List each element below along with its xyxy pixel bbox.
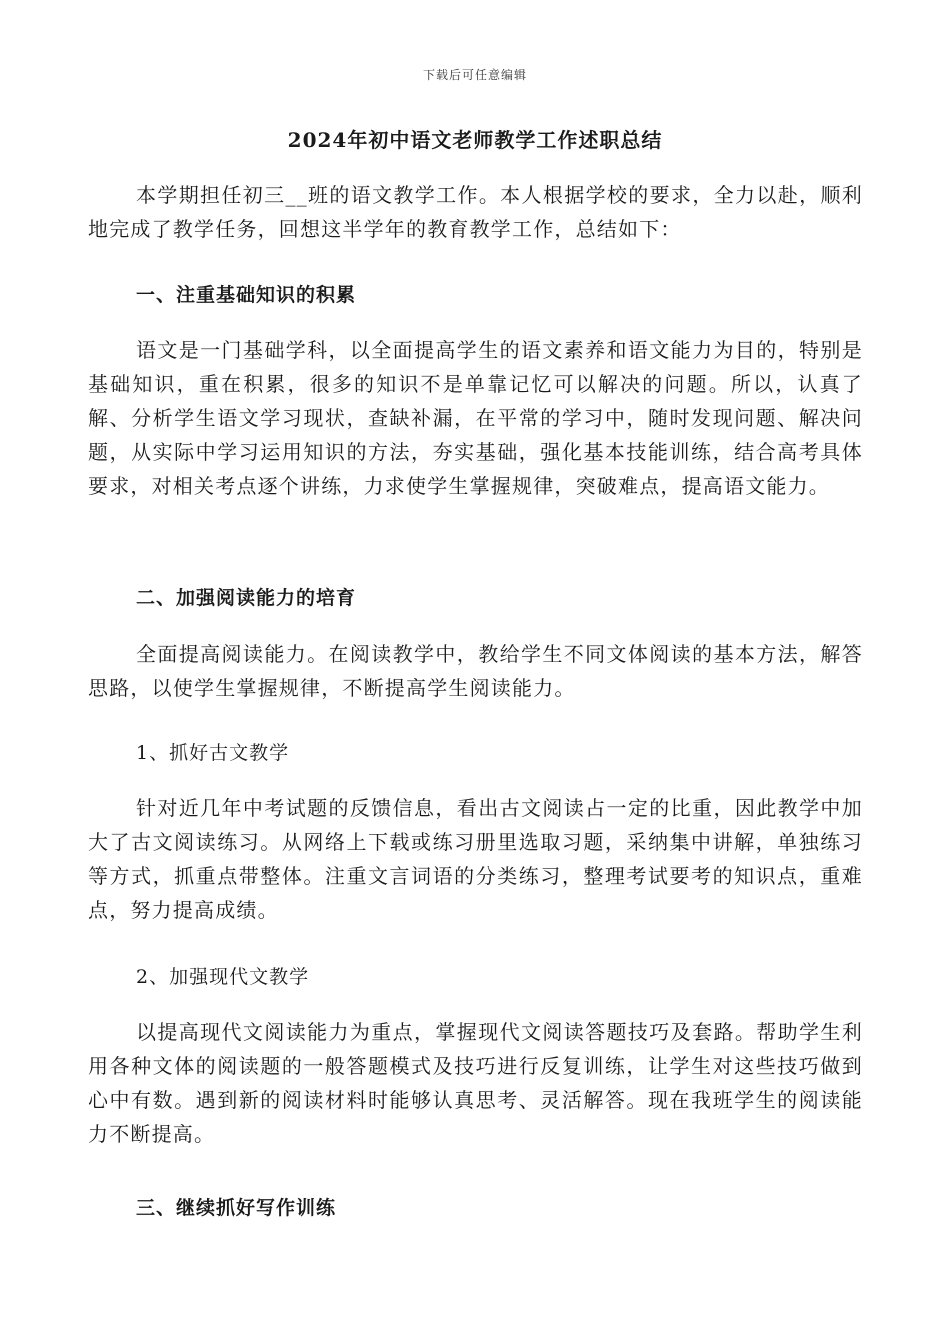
intro-paragraph: 本学期担任初三__班的语文教学工作。本人根据学校的要求，全力以赴，顺利地完成了教学任务，回想这半学年的教育教学工作，总结如下： <box>88 183 863 241</box>
subsection2-paragraph: 以提高现代文阅读能力为重点，掌握现代文阅读答题技巧及套路。帮助学生利用各种文体的阅读题的一般答题模式及技巧进行反复训练，让学生对这些技巧做到心中有数。遇到新的阅读材料时能够认真思考、灵活解答。现在我班学生的阅读能力不断提高。 <box>88 1020 863 1146</box>
section1-heading: 一、注重基础知识的积累 <box>136 284 357 306</box>
section2-heading: 二、加强阅读能力的培育 <box>136 587 357 609</box>
document-title: 2024年初中语文老师教学工作述职总结 <box>287 128 663 152</box>
header-note: 下载后可任意编辑 <box>422 68 527 82</box>
section2-paragraph: 全面提高阅读能力。在阅读教学中，教给学生不同文体阅读的基本方法，解答思路，以使学生掌握规律，不断提高学生阅读能力。 <box>88 642 863 700</box>
subsection1-heading: 1、抓好古文教学 <box>136 742 290 764</box>
subsection1-paragraph: 针对近几年中考试题的反馈信息，看出古文阅读占一定的比重，因此教学中加大了古文阅读练习。从网络上下载或练习册里选取习题，采纳集中讲解，单独练习等方式，抓重点带整体。注重文言词语的分类练习，整理考试要考的知识点，重难点，努力提高成绩。 <box>88 796 863 922</box>
subsection2-heading: 2、加强现代文教学 <box>136 966 310 988</box>
section3-heading: 三、继续抓好写作训练 <box>136 1197 337 1219</box>
section1-paragraph: 语文是一门基础学科，以全面提高学生的语文素养和语文能力为目的，特别是基础知识，重在积累，很多的知识不是单靠记忆可以解决的问题。所以，认真了解、分析学生语文学习现状，查缺补漏，在平常的学习中，随时发现问题、解决问题，从实际中学习运用知识的方法，夯实基础，强化基本技能训练，结合高考具体要求，对相关考点逐个讲练，力求使学生掌握规律，突破难点，提高语文能力。 <box>88 338 863 498</box>
